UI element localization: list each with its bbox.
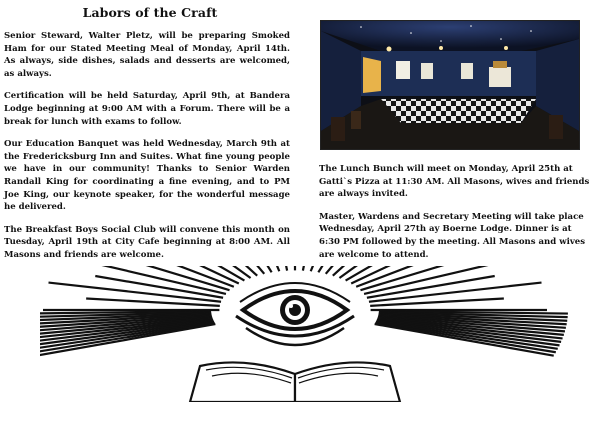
paragraph-certification: Certification will be held Saturday, April 9th, at Bandera Lodge beginning at 9:00 AM with a Forum. There will be a break for lunch with exams to follow. [4, 91, 290, 127]
all-seeing-eye-emblem [40, 266, 575, 402]
paragraph-education-banquet: Our Education Banquet was held Wednesday, March 9th at the Fredericksburg Inn and Suites. What fine young people we have in our community! Thanks to Senior Warden Randall King for coordinating a fine evening, and to PM Joe King, our keynote speaker, for the wonderful message he delivered. [4, 139, 290, 213]
sunburst-ray [311, 266, 339, 271]
paragraph-smoked-ham: Senior Steward, Walter Pletz, will be preparing Smoked Ham for our Stated Meeting Meal of Monday, April 14th. As always, side dishes, salads and desserts are welcomed, as always. [4, 31, 290, 79]
page-title: Labors of the Craft [82, 5, 218, 20]
sunburst-ray [65, 266, 226, 294]
lodge-room-photo [320, 20, 580, 150]
paragraph-breakfast-boys: The Breakfast Boys Social Club will convene this month on Tuesday, April 19th at City Cafe beginning at 8:00 AM. All Masons and friends are welcome. [4, 224, 290, 260]
paragraph-wardens-meeting: Master, Wardens and Secretary Meeting will take place Wednesday, April 27th ay Boerne Lodge. Dinner is at 6:30 PM followed by the meeting. All Masons and wives are welcome to attend. [319, 211, 586, 260]
right-column [319, 163, 594, 271]
paragraph-lunch-bunch: The Lunch Bunch will meet on Monday, April 25th at Gatti`s Pizza at 11:30 AM. All Masons, wives and friends are always invited. [319, 164, 590, 200]
sunburst-ray [251, 266, 279, 271]
left-column [4, 30, 290, 272]
sunburst-ray [364, 266, 525, 294]
